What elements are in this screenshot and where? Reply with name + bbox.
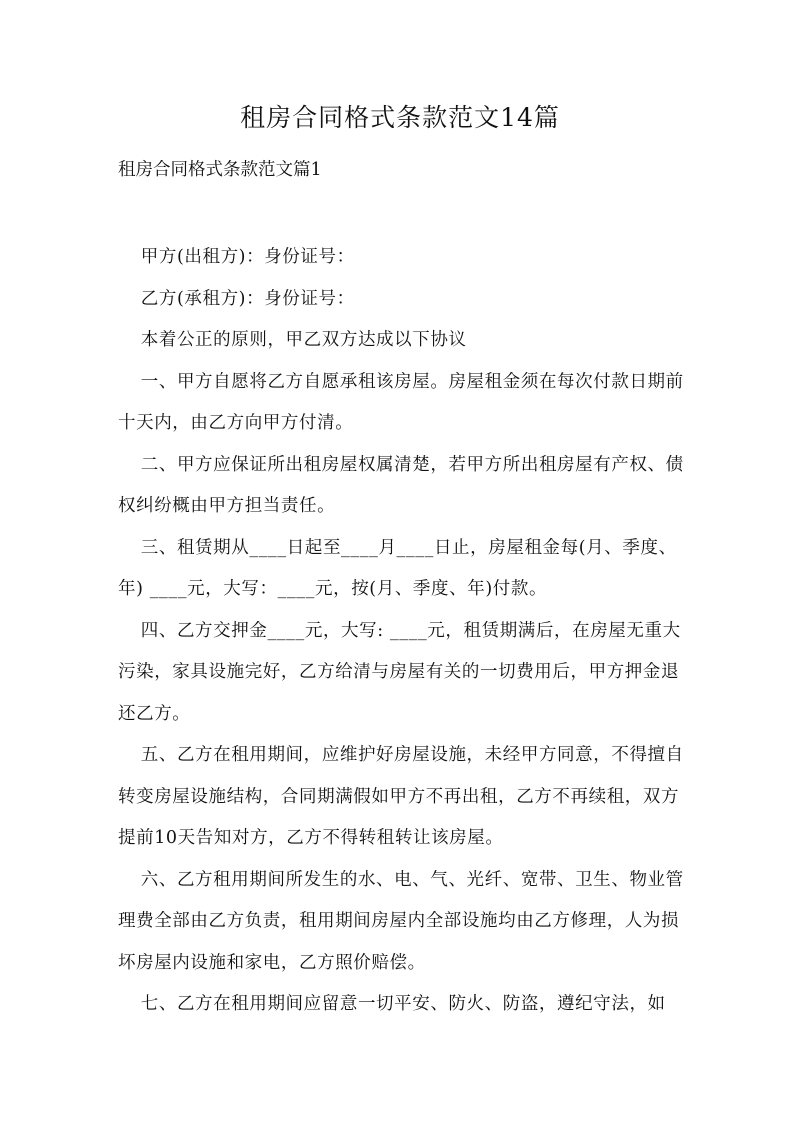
clause-4: 四、乙方交押金____元，大写: ____元，租赁期满后，在房屋无重大污染，家具设施完好，乙方给清与房屋有关的一切费用后，甲方押金退还乙方。 — [118, 620, 681, 724]
clause-6: 六、乙方租用期间所发生的水、电、气、光纤、宽带、卫生、物业管理费全部由乙方负责，租用期间房屋内全部设施均由乙方修理，人为损坏房屋内设施和家电，乙方照价赔偿。 — [118, 869, 684, 973]
contract-body — [118, 237, 686, 1026]
party-b-line: 乙方(承租方)：身份证号： — [140, 288, 355, 309]
document-title: 租房合同格式条款范文14篇 — [240, 103, 560, 132]
section-subtitle: 租房合同格式条款范文篇1 — [118, 160, 322, 180]
party-a-line: 甲方(出租方)：身份证号： — [140, 247, 355, 267]
clause-7: 七、乙方在租用期间应留意一切平安、防火、防盗，遵纪守法，如 — [140, 994, 666, 1014]
clause-2: 二、甲方应保证所出租房屋权属清楚，若甲方所出租房屋有产权、债权纠纷概由甲方担当责任。 — [118, 454, 684, 516]
clause-3: 三、租赁期从____日起至____月____日止，房屋租金每(月、季度、年) ____元，大写：____元，按(月、季度、年)付款。 — [118, 537, 677, 599]
clause-1: 一、甲方自愿将乙方自愿承租该房屋。房屋租金须在每次付款日期前十天内，由乙方向甲方付清。 — [118, 371, 684, 433]
clause-5: 五、乙方在租用期间，应维护好房屋设施，未经甲方同意，不得擅自转变房屋设施结构，合同期满假如甲方不再出租，乙方不再续租，双方提前10天告知对方，乙方不得转租转让该房屋。 — [118, 745, 684, 848]
preamble-line: 本着公正的原则，甲乙双方达成以下协议 — [140, 330, 467, 350]
